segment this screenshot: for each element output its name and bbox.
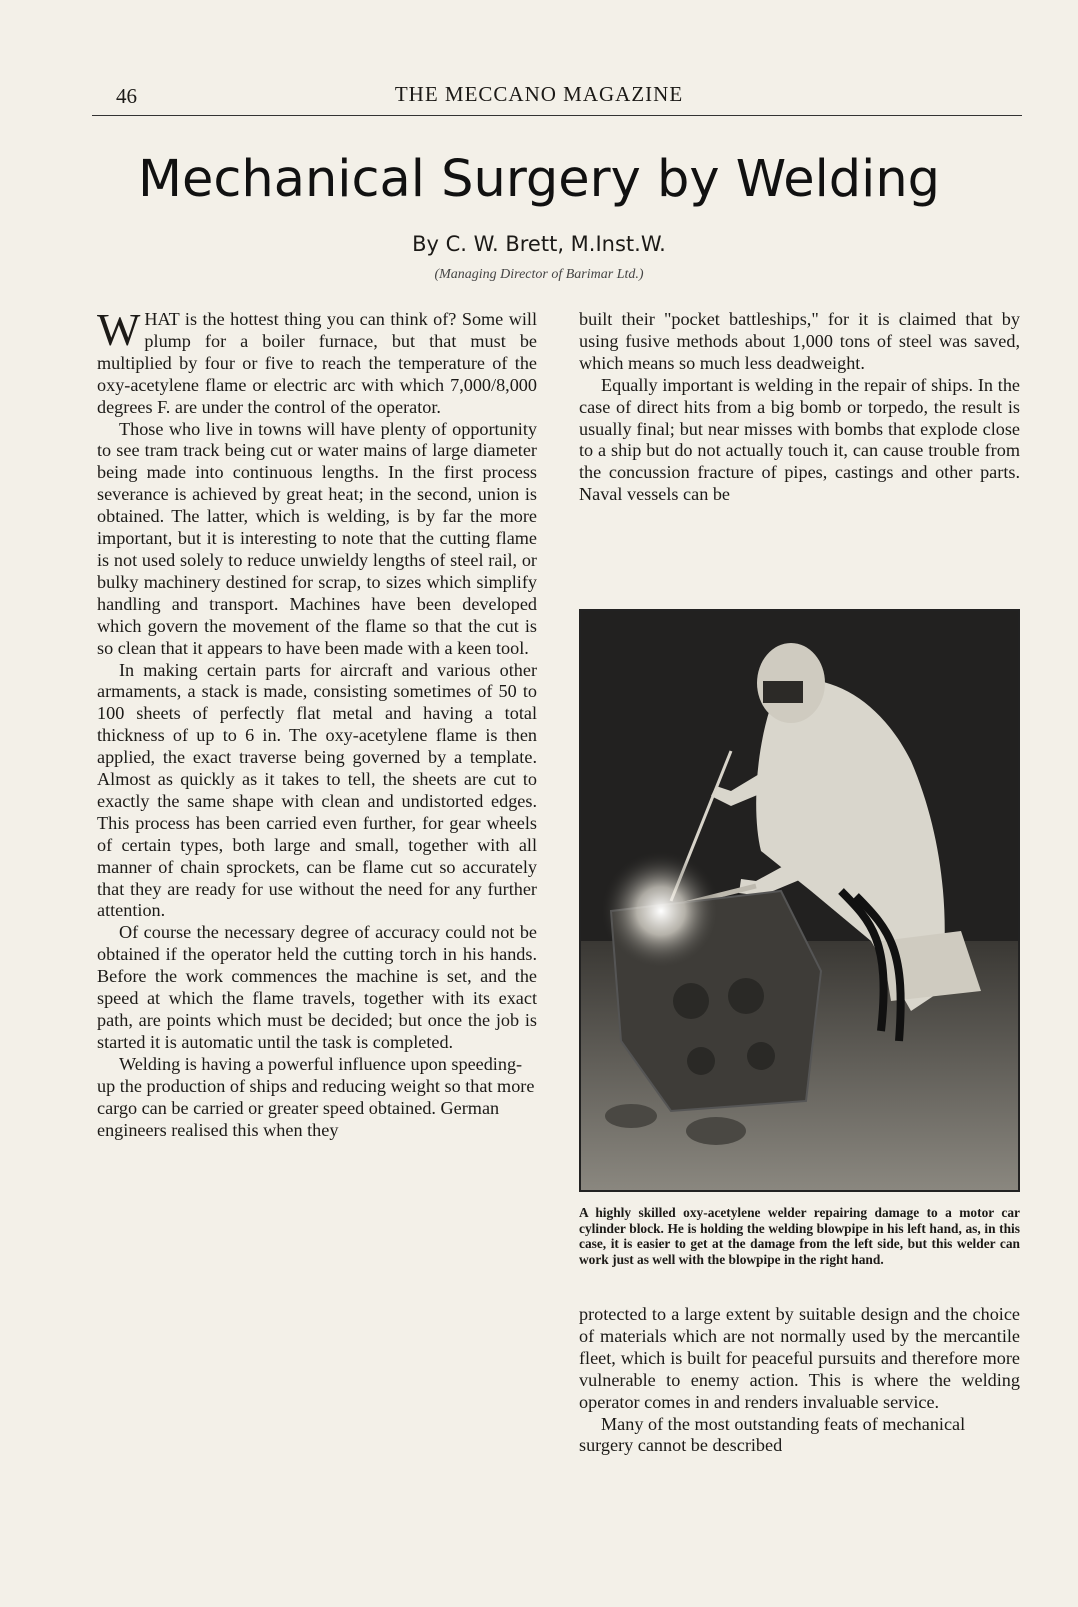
paragraph: Those who live in towns will have plenty of opportunity to see tram track being cut or water mains of large diameter being made into continuous lengths. In the first process severance is achieved by great heat; in the second, union is obtained. The latter, which is welding, is by far the more important, but it is interesting to note that the cutting flame is not used solely to reduce unwieldy lengths of steel rail, or bulky machinery destined for scrap, to sizes which simplify handling and transport. Machines have been developed which govern the movement of the flame so that the cut is so clean that it appears to have been made with a keen tool. <box>97 418 537 658</box>
right-column-top <box>579 309 1020 506</box>
paragraph: Equally important is welding in the repair of ships. In the case of direct hits from a big bomb or torpedo, the result is usually final; but near misses with bombs that explode close to a ship but do not actually touch it, can cause trouble from the concussion fracture of pipes, castings and other parts. Naval vessels can be <box>579 374 1020 505</box>
paragraph: In making certain parts for aircraft and various other armaments, a stack is made, consisting sometimes of 50 to 100 sheets of perfectly flat metal and having a total thickness of up to 6 in. The oxy-acetylene flame is then applied, the exact traverse being governed by a template. Almost as quickly as it takes to tell, the sheets are cut to exactly the same shape with clean and undistorted edges. This process has been carried even further, for gear wheels of certain types, both large and small, together with all manner of chain sprockets, can be flame cut so accurately that they are ready for use without the need for any further attention. <box>97 659 537 921</box>
paragraph: Of course the necessary degree of accuracy could not be obtained if the operator held the cutting torch in his hands. Before the work commences the machine is set, and the speed at which the flame travels, together with its exact path, are points which must be decided; but once the job is started it is automatic until the task is completed. <box>97 922 537 1052</box>
article-title: Mechanical Surgery by Welding <box>137 150 941 209</box>
magazine-title: THE MECCANO MAGAZINE <box>394 82 684 106</box>
paragraph: Many of the most outstanding feats of mechanical surgery cannot be described <box>579 1413 966 1456</box>
paragraph: built their "pocket battleships," for it is claimed that by using fusive methods about 1,000 tons of steel was saved, which means so much less deadweight. <box>579 309 1020 373</box>
paragraph: Welding is having a powerful influence upon speeding-up the production of ships and reducing weight so that more cargo can be carried or greater speed obtained. German engineers realised this when they <box>97 1053 535 1140</box>
header-rule <box>92 115 1022 116</box>
drop-cap: W <box>97 304 141 355</box>
engine-part <box>686 1117 746 1145</box>
paragraph-text: HAT is the hottest thing you can think of? Some will plump for a boiler furnace, but that must be multiplied by four or five to reach the temperature of the oxy-acetylene flame or electric arc with which 7,000/8,000 degrees F. are under the control of the operator. <box>97 309 537 417</box>
left-column <box>97 304 537 1141</box>
right-column-bottom <box>579 1304 1020 1457</box>
welding-flame <box>601 851 721 971</box>
welder-photo <box>579 609 1020 1192</box>
affiliation: (Managing Director of Barimar Ltd.) <box>434 267 644 282</box>
paragraph <box>97 304 537 419</box>
welding-goggles <box>763 681 803 703</box>
paragraph: protected to a large extent by suitable design and the choice of materials which are not normally used by the mercantile fleet, which is built for peaceful pursuits and therefore more vulnerable to enemy action. This is where the welding operator comes in and renders invaluable service. <box>579 1304 1020 1412</box>
photo-caption: A highly skilled oxy-acetylene welder repairing damage to a motor car cylinder block. He is holding the welding blowpipe in his left hand, as, in this case, it is easier to get at the damage from the left side, but this welder can work just as well with the blowpipe in the right hand. <box>579 1205 1020 1267</box>
byline: By C. W. Brett, M.Inst.W. <box>412 232 666 256</box>
welder-illustration <box>581 611 1018 1190</box>
engine-part <box>605 1104 657 1128</box>
page-number: 46 <box>116 84 137 108</box>
